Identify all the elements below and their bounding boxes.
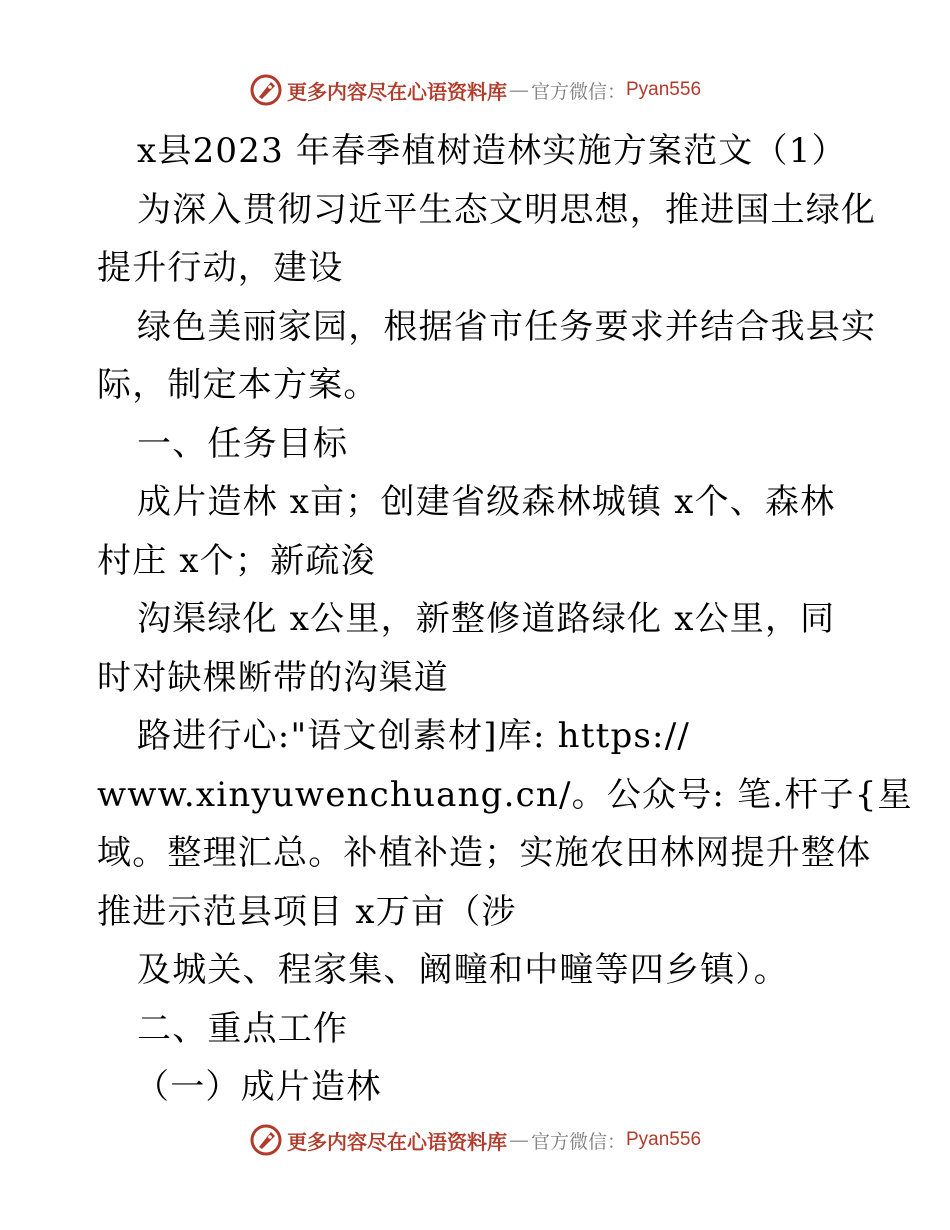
watermark-separator: — [508, 78, 529, 102]
watermark-header [0, 70, 950, 110]
watermark-brand-text: 更多内容尽在心语资料库 [286, 79, 507, 104]
paragraph-line: 成片造林 x亩；创建省级森林城镇 x个、森林 [137, 482, 836, 522]
paragraph-line: 及城关、程家集、阚疃和中疃等四乡镇）。 [137, 950, 789, 990]
section-heading: 二、重点工作 [137, 1008, 349, 1049]
section-heading: 一、任务目标 [137, 423, 349, 464]
paragraph-line: 际，制定本方案。 [97, 365, 379, 405]
paragraph-line: 域。整理汇总。补植补造；实施农田林网提升整体 [97, 833, 872, 873]
watermark-brand-text: 更多内容尽在心语资料库 [286, 1129, 507, 1154]
paragraph-line: 绿色美丽家园，根据省市任务要求并结合我县实 [137, 306, 877, 347]
paragraph-line: 路进行心:"语文创素材]库: https:// [137, 716, 691, 756]
watermark-footer [0, 1120, 950, 1160]
watermark-separator: — [508, 1128, 529, 1152]
paragraph-line: 村庄 x个；新疏浚 [97, 540, 376, 581]
paragraph-line: www.xinyuwenchuang.cn/。公众号: 笔.杆子{星 [97, 774, 913, 815]
watermark-wechat-id: Pyan556 [626, 1129, 702, 1150]
paragraph-line: 时对缺棵断带的沟渠道 [97, 657, 449, 698]
document-body [97, 122, 913, 1117]
paragraph-line: 沟渠绿化 x公里，新整修道路绿化 x公里，同 [137, 599, 836, 639]
subsection-heading: （一）成片造林 [135, 1067, 382, 1107]
pen-nib-circle-icon [249, 73, 283, 107]
paragraph-line: 为深入贯彻习近平生态文明思想，推进国土绿化 [137, 189, 877, 230]
paragraph-line: 提升行动，建设 [97, 248, 344, 288]
document-title: x县2023 年春季植树造林实施方案范文（1） [137, 131, 847, 171]
pen-nib-circle-icon [249, 1123, 283, 1157]
watermark-official-label: 官方微信： [530, 80, 626, 103]
paragraph-line: 推进示范县项目 x万亩（涉 [97, 891, 517, 932]
watermark-wechat-id: Pyan556 [626, 79, 702, 100]
watermark-official-label: 官方微信： [530, 1130, 626, 1153]
